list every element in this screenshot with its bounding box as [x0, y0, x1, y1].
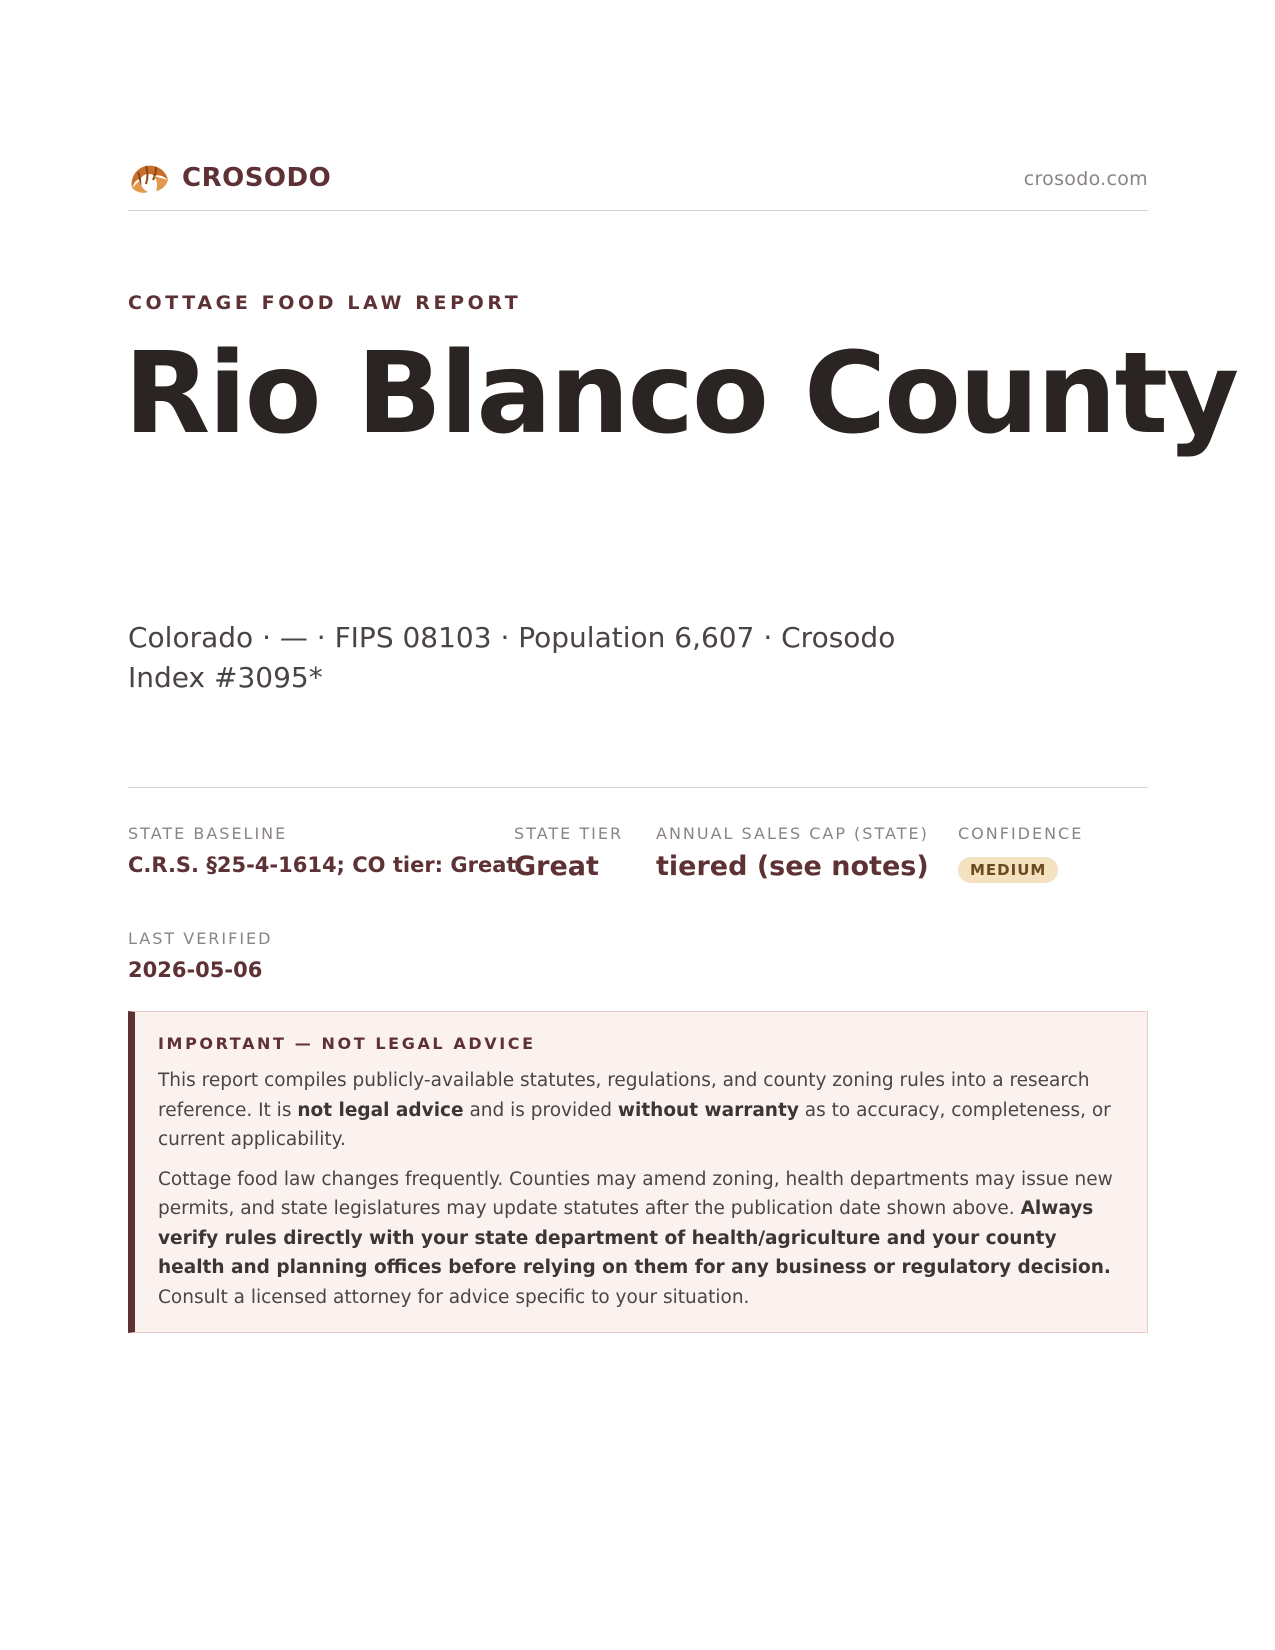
page-header — [128, 158, 1148, 211]
stat-label: STATE TIER — [514, 824, 624, 843]
emphasis-text: not legal advice — [297, 1099, 464, 1121]
stat-label: CONFIDENCE — [958, 824, 1084, 843]
stat-label: LAST VERIFIED — [128, 929, 273, 948]
emphasis-text: without warranty — [617, 1099, 799, 1121]
report-eyebrow: COTTAGE FOOD LAW REPORT — [128, 292, 522, 314]
text-span: Cottage food law changes frequently. Counties may amend zoning, health departments may issue new permits, and state legislatures may update statutes after the publication date shown above. — [158, 1168, 1113, 1219]
page-title: Rio Blanco County — [124, 329, 1238, 459]
disclaimer-paragraph — [158, 1066, 1121, 1155]
confidence-badge: MEDIUM — [958, 857, 1058, 883]
stat-last-verified — [128, 929, 272, 982]
brand-name: CROSODO — [182, 163, 332, 193]
stat-annual-sales-cap — [656, 824, 929, 882]
text-span: and is provided — [463, 1099, 618, 1121]
text-span: Consult a licensed attorney for advice specific to your situation. — [158, 1286, 750, 1308]
legal-disclaimer — [128, 1011, 1148, 1333]
disclaimer-paragraph — [158, 1165, 1121, 1313]
section-divider — [128, 787, 1148, 788]
county-meta-line: Colorado · — · FIPS 08103 · Population 6,607 · Crosodo Index #3095* — [128, 621, 896, 694]
stat-label: STATE BASELINE — [128, 824, 288, 843]
text-span: as to accuracy, completeness, or current applicability. — [158, 1099, 1111, 1150]
stat-value: tiered (see notes) — [656, 851, 929, 882]
brand[interactable] — [128, 158, 331, 198]
text-span: This report compiles publicly-available statutes, regulations, and county zoning rules into a research reference. It is — [158, 1070, 1090, 1121]
stat-value: C.R.S. §25-4-1614; CO tier: Great — [128, 853, 517, 877]
croissant-icon — [128, 158, 170, 198]
stat-state-tier — [514, 824, 623, 882]
stat-confidence — [958, 824, 1083, 883]
disclaimer-heading: IMPORTANT — NOT LEGAL ADVICE — [158, 1034, 536, 1053]
stat-state-baseline — [128, 824, 516, 877]
stat-label: ANNUAL SALES CAP (STATE) — [656, 824, 929, 843]
stat-value: 2026-05-06 — [128, 958, 263, 982]
site-url-link[interactable]: crosodo.com — [1023, 168, 1148, 190]
emphasis-text: Always verify rules directly with your state department of health/agriculture and your county health and planning offices before relying on them for any business or regulatory decision. — [158, 1198, 1111, 1278]
stat-value: Great — [514, 851, 599, 882]
